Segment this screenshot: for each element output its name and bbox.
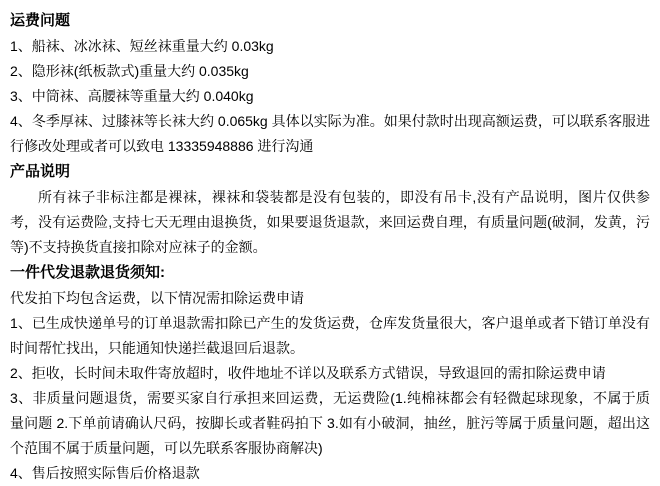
refund-notice-item-1: 1、已生成快递单号的订单退款需扣除已产生的发货运费，仓库发货量很大，客户退单或者下错订单没有时间帮忙找出，只能通知快递拦截退回后退款。 [10,315,650,356]
refund-notice-item-3: 3、非质量问题退货，需要买家自行承担来回运费，无运费险(1.纯棉袜都会有轻微起球现象，不属于质量问题 2.下单前请确认尺码，按脚长或者鞋码拍下 3.如有小破洞，抽丝，脏污等属于质量问题，超出这个范围不属于质量问题，可以先联系客服协商解决) [10,390,650,456]
shipping-line-2: 2、隐形袜(纸板款式)重量大约 0.035kg [10,63,249,79]
refund-notice-item-2: 2、拒收，长时间未取件寄放超时，收件地址不详以及联系方式错误，导致退回的需扣除运费申请 [10,365,606,381]
product-description-paragraph: 所有袜子非标注都是裸袜，裸袜和袋装都是没有包装的，即没有吊卡,没有产品说明，图片仅供参考，没有运费险,支持七天无理由退换货，如果要退货退款，来回运费自理，有质量问题(破洞，发黄，污等)不支持换货直接扣除对应袜子的金额。 [10,189,650,255]
refund-notice-intro: 代发拍下均包含运费，以下情况需扣除运费申请 [10,290,304,306]
section-heading-product-description: 产品说明 [10,163,71,180]
section-heading-refund-notice: 一件代发退款退货须知: [10,264,165,281]
section-shipping [10,8,650,159]
section-heading-shipping: 运费问题 [10,12,71,29]
section-product-description [10,159,650,260]
refund-notice-item-4: 4、售后按照实际售后价格退款 [10,465,200,481]
shipping-line-1: 1、船袜、冰冰袜、短丝袜重量大约 0.03kg [10,38,274,54]
section-refund-notice [10,260,650,486]
shipping-line-3: 3、中筒袜、高腰袜等重量大约 0.040kg [10,88,254,104]
shipping-line-4: 4、冬季厚袜、过膝袜等长袜大约 0.065kg 具体以实际为准。如果付款时出现高额运费，可以联系客服进行修改处理或者可以致电 13335948886 进行沟通 [10,113,650,154]
